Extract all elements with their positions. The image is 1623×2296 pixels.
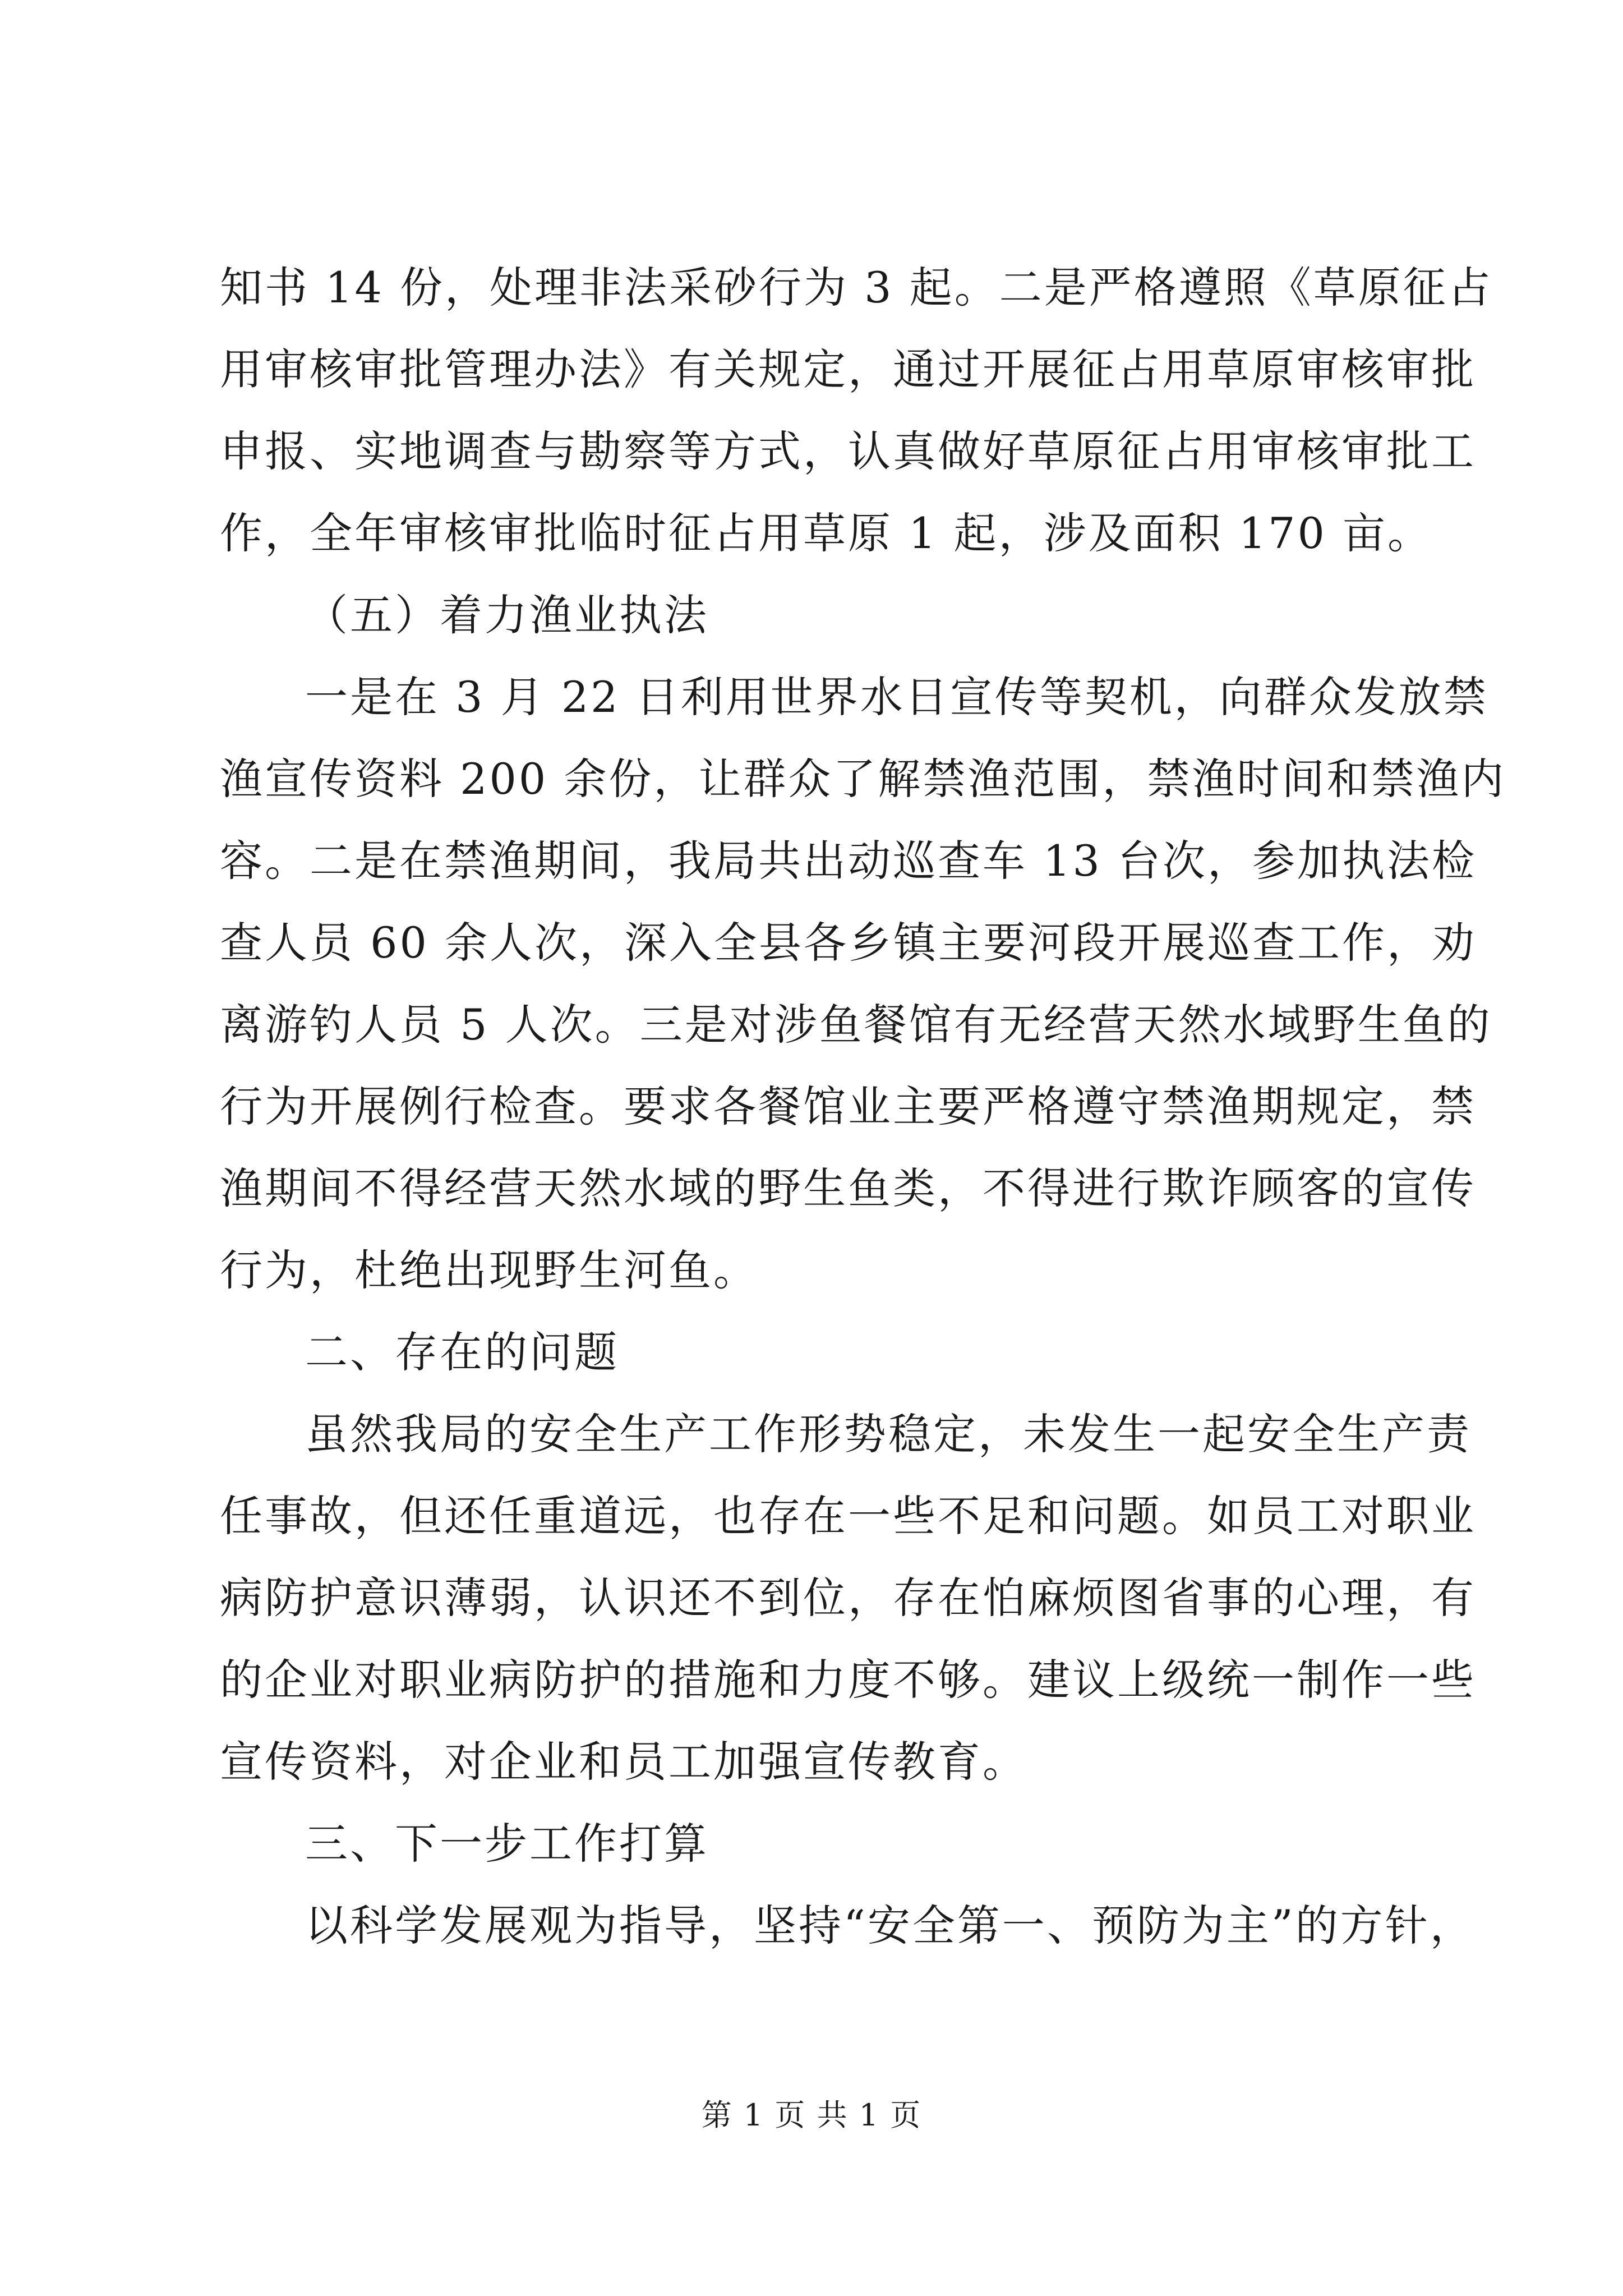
paragraph-start: 以科学发展观为指导，坚持“安全第一、预防为主”的方针，: [305, 1901, 1475, 1950]
page-footer: 第 1 页 共 1 页: [701, 2097, 922, 2133]
body-line: 申报、实地调查与勘察等方式，认真做好草原征占用审核审批工: [220, 426, 1476, 476]
section-heading-next-steps: 三、下一步工作打算: [305, 1819, 709, 1869]
body-line: 病防护意识薄弱，认识还不到位，存在怕麻烦图省事的心理，有: [220, 1573, 1476, 1623]
document-body: [220, 247, 1506, 1967]
body-line: 渔期间不得经营天然水域的野生鱼类，不得进行欺诈顾客的宣传: [220, 1163, 1476, 1213]
body-line: 查人员 60 余人次，深入全县各乡镇主要河段开展巡查工作，劝: [220, 918, 1477, 968]
body-line: 行为，杜绝出现野生河鱼。: [220, 1245, 758, 1295]
body-line: 用审核审批管理办法》有关规定，通过开展征占用草原审核审批: [220, 344, 1476, 394]
paragraph-start: 一是在 3 月 22 日利用世界水日宣传等契机，向群众发放禁: [305, 672, 1488, 722]
body-line: 任事故，但还任重道远，也存在一些不足和问题。如员工对职业: [220, 1491, 1476, 1541]
body-line: 作，全年审核审批临时征占用草原 1 起，涉及面积 170 亩。: [220, 508, 1433, 558]
body-line: 渔宣传资料 200 余份，让群众了解禁渔范围，禁渔时间和禁渔内: [220, 754, 1506, 804]
body-line: 宣传资料，对企业和员工加强宣传教育。: [220, 1737, 1027, 1787]
section-heading-fishery: （五）着力渔业执法: [305, 590, 709, 640]
body-line: 行为开展例行检查。要求各餐馆业主要严格遵守禁渔期规定，禁: [220, 1082, 1476, 1131]
body-line: 知书 14 份，处理非法采砂行为 3 起。二是严格遵照《草原征占: [220, 263, 1493, 312]
section-heading-problems: 二、存在的问题: [305, 1327, 619, 1377]
body-line: 的企业对职业病防护的措施和力度不够。建议上级统一制作一些: [220, 1655, 1476, 1705]
paragraph-start: 虽然我局的安全生产工作形势稳定，未发生一起安全生产责: [305, 1409, 1472, 1459]
body-line: 离游钓人员 5 人次。三是对涉鱼餐馆有无经营天然水域野生鱼的: [220, 1000, 1492, 1050]
body-line: 容。二是在禁渔期间，我局共出动巡查车 13 台次，参加执法检: [220, 836, 1477, 886]
